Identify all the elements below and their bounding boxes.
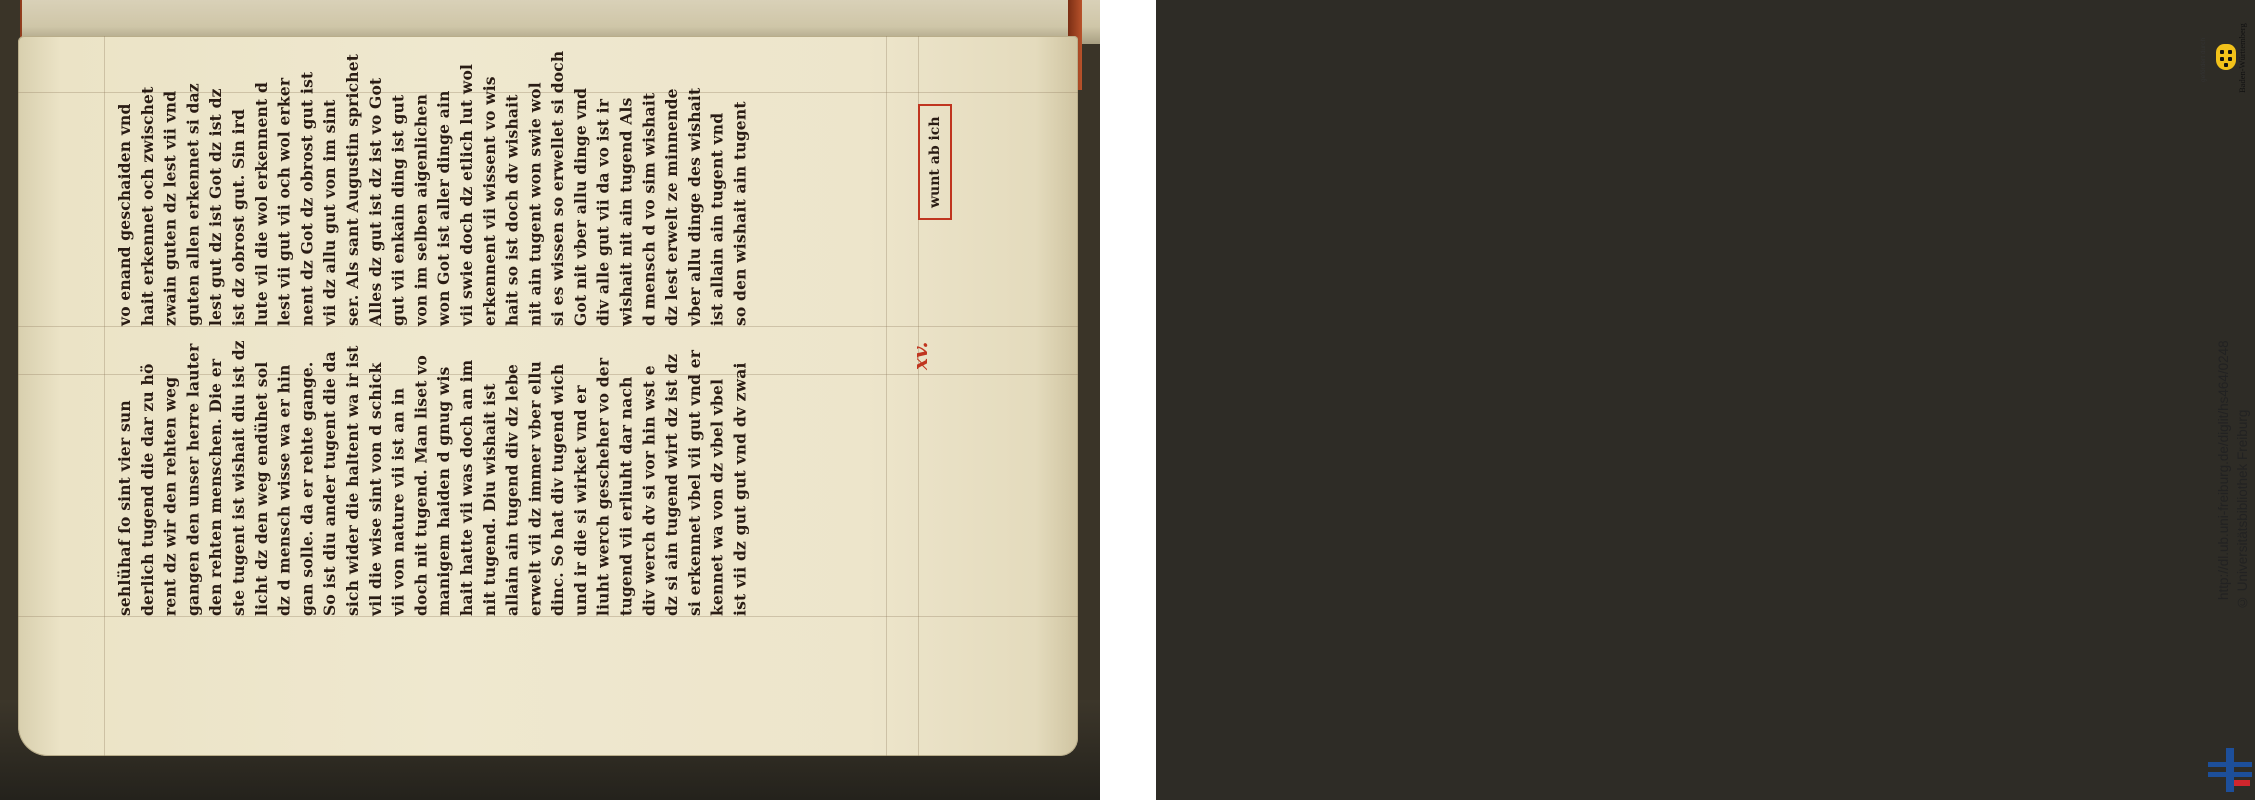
- manuscript-line: ist dz obrost gut. Sin ird: [228, 108, 248, 326]
- sponsor-name: Baden-Württemberg: [2237, 23, 2247, 93]
- manuscript-line: derlich tugend die dar zu hö: [137, 363, 157, 616]
- manuscript-line: ste tugent ist wishait diu ist dz: [228, 340, 248, 616]
- manuscript-line: hait so ist doch dv wishait: [502, 94, 522, 326]
- manuscript-line: erkennent vii wissent vo wis: [479, 76, 499, 326]
- manuscript-line: vil die wise sint von d schick: [365, 362, 385, 616]
- manuscript-line: si erkennet vbel vii gut vnd er: [684, 349, 704, 616]
- manuscript-line: ser. Als sant Augustin sprichet: [342, 53, 362, 326]
- manuscript-line: nit tugend. Diu wishait ist: [479, 383, 499, 616]
- manuscript-line: dz lest erwelt ze minnende: [662, 88, 682, 326]
- manuscript-line: hait hatte vii was doch an im: [456, 359, 476, 616]
- manuscript-page: [18, 36, 1078, 756]
- manuscript-line: so den wishait ain tugent: [730, 101, 750, 326]
- viewer-sidebar: [1100, 0, 2250, 800]
- ruling-line: [104, 36, 105, 756]
- manuscript-line: dz si ain tugend wirt dz ist dz: [662, 353, 682, 616]
- manuscript-line: allain ain tugend div dz lebe: [502, 363, 522, 616]
- manuscript-line: kennet wa von dz vbel vbel: [707, 378, 727, 616]
- manuscript-line: und ir die si wirket vnd er: [570, 385, 590, 616]
- manuscript-line: nit ain tugent won swie wol: [525, 82, 545, 326]
- manuscript-line: won Got ist aller dinge ain: [434, 90, 454, 326]
- manuscript-line: vo enand geschaiden vnd: [115, 103, 134, 326]
- manuscript-line: nent dz Got dz obrost gut ist: [297, 71, 317, 326]
- manuscript-line: So ist diu ander tugent die da: [320, 351, 340, 616]
- folio-number: xv.: [908, 341, 932, 371]
- manuscript-line: d mensch d vo sim wishait: [639, 92, 659, 326]
- ruling-line: [18, 326, 1078, 327]
- manuscript-line: guten allen erkennet si daz: [183, 83, 203, 326]
- manuscript-line: liuht werch gescheher vo der: [593, 357, 613, 616]
- manuscript-line: dz d mensch wisse wa er hin: [274, 364, 294, 616]
- manuscript-line: ist vii dz gut gut vnd dv zwai: [730, 362, 750, 616]
- manuscript-line: div werch dv si vor hin wst e: [639, 365, 659, 616]
- manuscript-line: div alle gut vii da vo ist ir: [593, 98, 613, 326]
- manuscript-line: wishait nit ain tugend Als: [616, 97, 636, 326]
- manuscript-line: manigem haiden d gnug wis: [434, 366, 454, 616]
- manuscript-line: vii von nature vii ist an in: [388, 387, 408, 616]
- manuscript-viewer: [0, 0, 1100, 800]
- page-heading-box: [918, 104, 952, 220]
- permalink-url[interactable]: http://dl.ub.uni-freiburg.de/diglit/hs464/0248: [2216, 340, 2231, 600]
- manuscript-line: vii swie doch dz etlich lut wol: [456, 63, 476, 326]
- manuscript-line: Got nit vber allu dinge vnd: [570, 87, 590, 326]
- manuscript-line: zwain guten dz lest vii vnd: [160, 90, 180, 326]
- manuscript-line: den rehten menschen. Die er: [206, 358, 226, 616]
- manuscript-line: lest gut dz ist Got dz ist dz: [206, 88, 226, 326]
- manuscript-line: licht dz den weg endühet sol: [251, 361, 271, 616]
- manuscript-line: si es wissen so erwellet si doch: [548, 50, 568, 326]
- coat-of-arms-icon: [2216, 44, 2236, 70]
- manuscript-line: doch nit tugend. Man liset vo: [411, 355, 431, 616]
- text-column-upper: [114, 50, 752, 326]
- manuscript-line: hait erkennet och zwischet: [137, 86, 157, 326]
- library-logo-icon[interactable]: [2208, 748, 2252, 792]
- manuscript-line: lute vil die wol erkennent d: [251, 82, 271, 326]
- copyright-notice: © Universitätsbibliothek Freiburg: [2235, 409, 2250, 610]
- manuscript-line: gangen den unser herre lauter: [183, 343, 203, 616]
- manuscript-line: dinc. So hat div tugend wich: [548, 363, 568, 616]
- ruling-line: [18, 616, 1078, 617]
- manuscript-line: von im selben aigenlichen: [411, 93, 431, 326]
- text-column-lower: [114, 340, 752, 616]
- manuscript-line: rent dz wir den rehten weg: [160, 376, 180, 616]
- manuscript-line: gan solle. da er rehte gange.: [297, 361, 317, 616]
- manuscript-line: Alles dz gut ist dz ist vo Got: [365, 77, 385, 326]
- manuscript-line: ist allain ain tugent vnd: [707, 112, 727, 326]
- manuscript-line: tugend vii erliuht dar nach: [616, 376, 636, 616]
- manuscript-line: sehlühaf ſo sint vier sun: [115, 400, 134, 616]
- manuscript-line: lest vii gut vii och wol erker: [274, 77, 294, 326]
- manuscript-line: vii dz allu gut von im sint: [320, 99, 340, 326]
- manuscript-line: gut vii enkain ding ist gut: [388, 94, 408, 326]
- manuscript-line: erwelt vii dz immer vber ellu: [525, 361, 545, 616]
- ruling-line: [886, 36, 887, 756]
- page-heading: wunt ab ich: [927, 116, 943, 208]
- manuscript-line: sich wider die haltent wa ir ist: [342, 345, 362, 616]
- manuscript-line: vber allu dinge des wishait: [684, 87, 704, 326]
- sponsor-caption: gefördert durch: [2200, 37, 2207, 83]
